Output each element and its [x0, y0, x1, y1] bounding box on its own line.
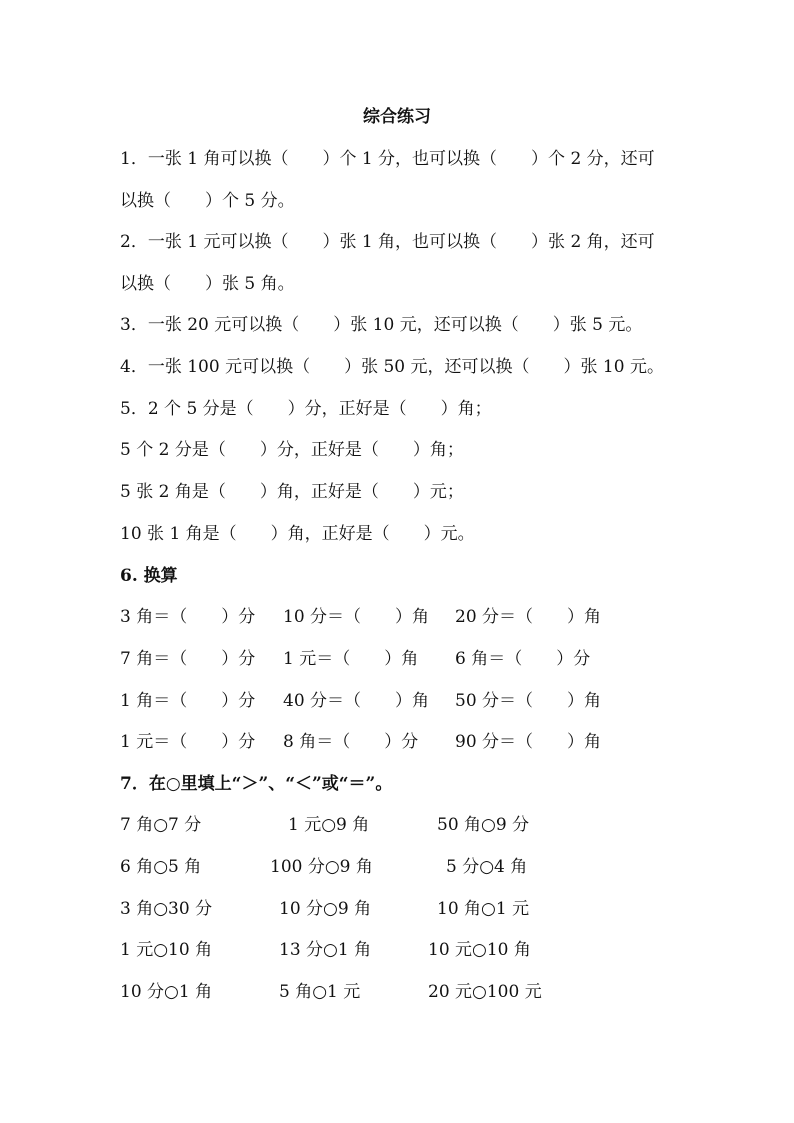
comparison-row	[0, 897, 794, 921]
comparison-item: 10 分○9 角	[279, 899, 372, 919]
conversion-item: 6 角＝（ ）分	[455, 649, 591, 669]
question-5-line-1: 5．2 个 5 分是（ ）分，正好是（ ）角；	[120, 399, 492, 419]
comparison-row	[0, 980, 794, 1004]
question-1-line-1: 1．一张 1 角可以换（ ）个 1 分，也可以换（ ）个 2 分，还可	[120, 149, 655, 169]
conversion-item: 1 元＝（ ）角	[283, 649, 419, 669]
comparison-item: 10 元○10 角	[428, 940, 531, 960]
comparison-item: 20 元○100 元	[428, 982, 542, 1002]
comparison-item: 100 分○9 角	[270, 857, 373, 877]
question-7-heading: 7．在○里填上“＞”、“＜”或“＝”。	[120, 774, 393, 794]
comparison-item: 6 角○5 角	[120, 857, 202, 877]
worksheet-title: 综合练习	[363, 107, 431, 127]
comparison-item: 50 角○9 分	[437, 815, 530, 835]
conversion-item: 1 角＝（ ）分	[120, 691, 256, 711]
question-5-line-2: 5 个 2 分是（ ）分，正好是（ ）角；	[120, 440, 464, 460]
comparison-item: 5 角○1 元	[279, 982, 361, 1002]
question-2-line-1: 2．一张 1 元可以换（ ）张 1 角，也可以换（ ）张 2 角，还可	[120, 232, 655, 252]
conversion-item: 7 角＝（ ）分	[120, 649, 256, 669]
comparison-item: 13 分○1 角	[279, 940, 372, 960]
comparison-item: 1 元○9 角	[288, 815, 370, 835]
comparison-item: 5 分○4 角	[446, 857, 528, 877]
question-6-heading: 6. 换算	[120, 566, 178, 586]
comparison-item: 10 分○1 角	[120, 982, 213, 1002]
conversion-item: 40 分＝（ ）角	[283, 691, 430, 711]
comparison-item: 10 角○1 元	[437, 899, 530, 919]
comparison-row	[0, 938, 794, 962]
conversion-item: 20 分＝（ ）角	[455, 607, 602, 627]
question-5-line-4: 10 张 1 角是（ ）角，正好是（ ）元。	[120, 524, 475, 544]
conversion-row	[0, 689, 794, 713]
comparison-item: 3 角○30 分	[120, 899, 213, 919]
conversion-item: 8 角＝（ ）分	[283, 732, 419, 752]
question-4: 4．一张 100 元可以换（ ）张 50 元，还可以换（ ）张 10 元。	[120, 357, 664, 377]
conversion-row	[0, 605, 794, 629]
conversion-item: 50 分＝（ ）角	[455, 691, 602, 711]
question-2-line-2: 以换（ ）张 5 角。	[120, 274, 295, 294]
conversion-item: 3 角＝（ ）分	[120, 607, 256, 627]
question-5-line-3: 5 张 2 角是（ ）角，正好是（ ）元；	[120, 482, 464, 502]
comparison-row	[0, 813, 794, 837]
conversion-row	[0, 730, 794, 754]
conversion-row	[0, 647, 794, 671]
comparison-item: 1 元○10 角	[120, 940, 213, 960]
conversion-item: 1 元＝（ ）分	[120, 732, 256, 752]
question-3: 3．一张 20 元可以换（ ）张 10 元，还可以换（ ）张 5 元。	[120, 315, 643, 335]
conversion-item: 90 分＝（ ）角	[455, 732, 602, 752]
comparison-item: 7 角○7 分	[120, 815, 202, 835]
comparison-row	[0, 855, 794, 879]
question-1-line-2: 以换（ ）个 5 分。	[120, 191, 295, 211]
conversion-item: 10 分＝（ ）角	[283, 607, 430, 627]
